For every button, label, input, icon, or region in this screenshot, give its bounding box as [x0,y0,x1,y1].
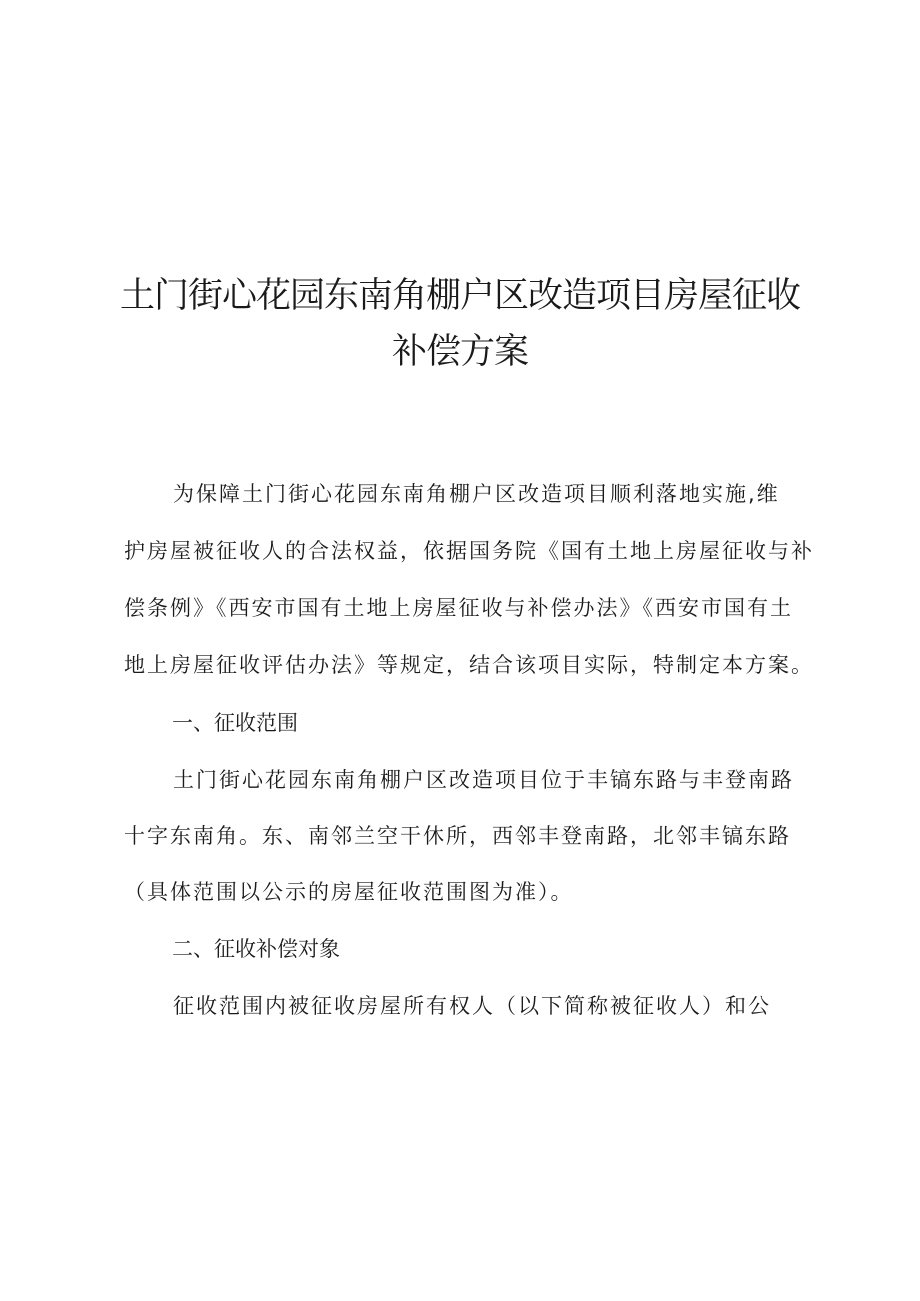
section-1-paragraph-line: 土门街心花园东南角棚户区改造项目位于丰镐东路与丰登南路 [173,768,794,792]
intro-paragraph-line: 地上房屋征收评估办法》等规定，结合该项目实际，特制定本方案。 [124,653,814,677]
section-1-paragraph-line: （具体范围以公示的房屋征收范围图为准）。 [124,880,574,904]
intro-paragraph-line: 为保障土门街心花园东南角棚户区改造项目顺利落地实施,维 [173,482,780,506]
document-title-line-2: 补偿方案 [391,332,528,372]
section-1-paragraph-line: 十字东南角。东、南邻兰空干休所，西邻丰登南路，北邻丰镐东路 [124,824,791,848]
section-1-heading: 一、征收范围 [172,711,298,735]
section-2-paragraph-line: 征收范围内被征收房屋所有权人（以下简称被征收人）和公 [173,994,771,1018]
intro-paragraph-line: 护房屋被征收人的合法权益，依据国务院《国有土地上房屋征收与补 [124,539,814,563]
section-2-heading: 二、征收补偿对象 [172,937,340,961]
intro-paragraph-line: 偿条例》《西安市国有土地上房屋征收与补偿办法》《西安市国有土 [124,596,793,620]
document-title-line-1: 土门街心花园东南角棚户区改造项目房屋征收 [119,276,800,316]
